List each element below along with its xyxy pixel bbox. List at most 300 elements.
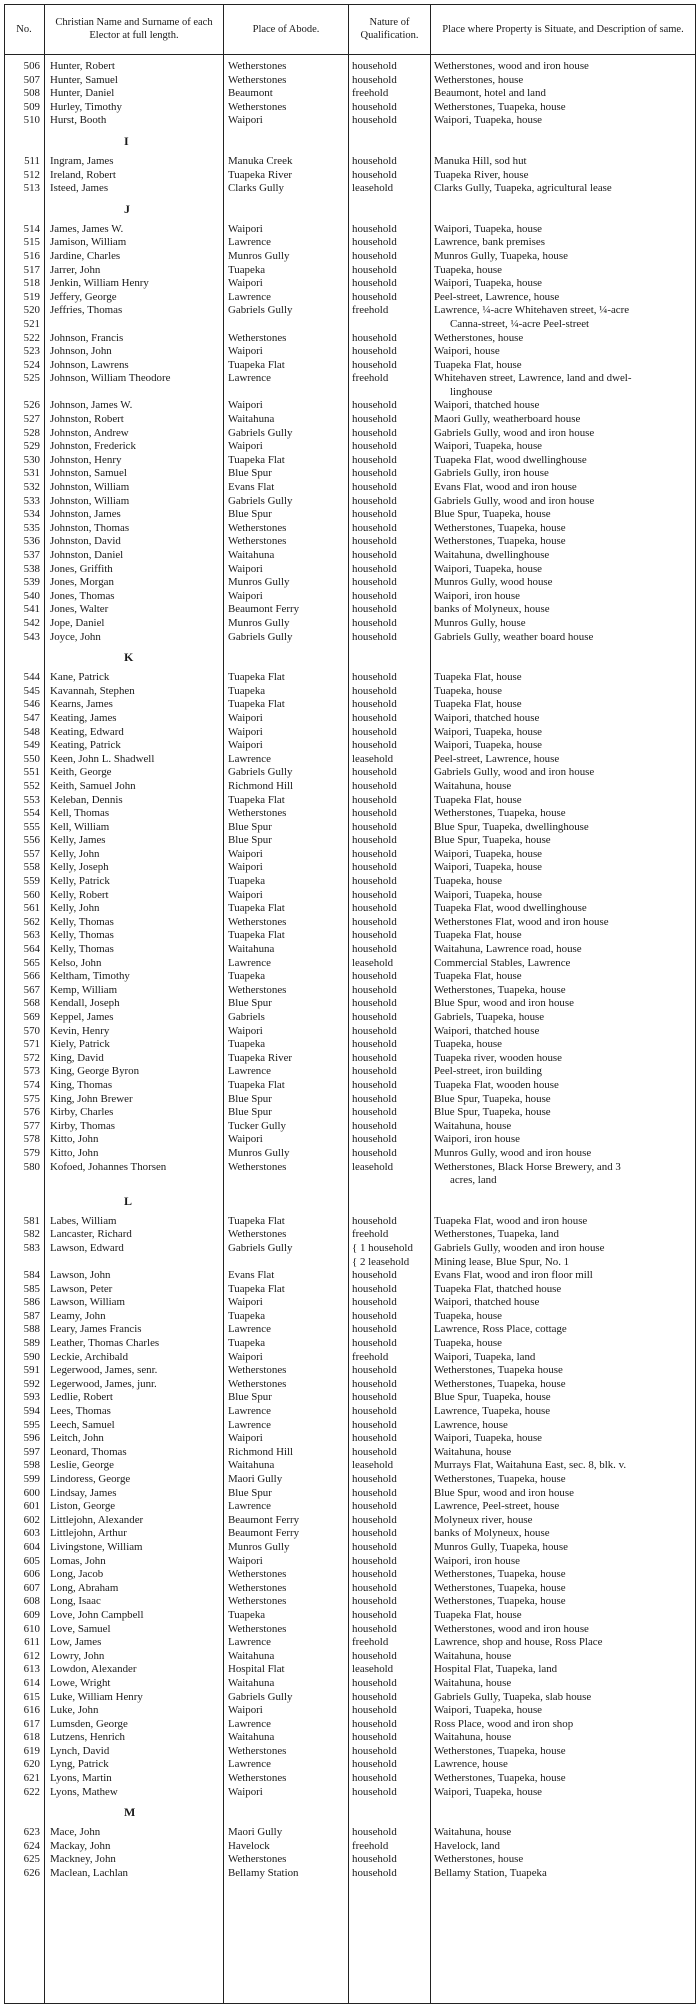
elector-number: 595 (23, 1418, 40, 1431)
qualification: freehold (352, 1350, 389, 1363)
qualification: household (352, 1473, 397, 1485)
table-row (4, 1364, 696, 1378)
elector-name: Lowdon, Alexander (50, 1663, 137, 1676)
qualification: household (352, 1717, 397, 1730)
property-description: Munros Gully, wood house (434, 576, 553, 589)
elector-name: Kelly, Robert (50, 888, 109, 901)
qualification: household (352, 1038, 397, 1051)
elector-number: 516 (23, 249, 40, 262)
place-of-abode: Wetherstones (228, 1568, 287, 1581)
elector-number: 518 (23, 277, 40, 290)
elector-number: 528 (23, 426, 40, 439)
elector-number: 592 (23, 1377, 40, 1390)
property-description: Tuapeka Flat, house (434, 698, 522, 711)
qualification: household (352, 1214, 397, 1227)
place-of-abode: Tuapeka River (228, 1051, 293, 1064)
table-row (4, 155, 696, 169)
qualification: household (352, 1540, 397, 1553)
table-row (4, 1663, 696, 1677)
elector-name: Kevin, Henry (50, 1024, 110, 1037)
elector-name: Johnston, James (50, 508, 121, 521)
place-of-abode: Wetherstones (228, 915, 287, 928)
qualification: household (352, 997, 397, 1010)
elector-number: 616 (23, 1704, 40, 1717)
place-of-abode: Waipori (228, 1704, 263, 1717)
qualification: household (352, 1323, 397, 1336)
elector-name: Lawson, John (50, 1269, 111, 1282)
elector-number: 540 (23, 589, 40, 602)
elector-number: 613 (23, 1663, 40, 1676)
elector-number: 609 (23, 1608, 40, 1621)
elector-name: Ingram, James (50, 154, 114, 167)
elector-name: Kendall, Joseph (50, 997, 120, 1010)
elector-number: 533 (23, 494, 40, 507)
table-row (4, 1459, 696, 1473)
property-description: Commercial Stables, Lawrence (434, 956, 571, 969)
elector-number: 614 (23, 1676, 40, 1689)
table-row (4, 277, 696, 291)
elector-number: 568 (23, 997, 40, 1010)
property-description: Hospital Flat, Tuapeka, land (434, 1663, 558, 1676)
table-row (4, 1378, 696, 1392)
elector-number: 536 (23, 535, 40, 548)
place-of-abode: Waipori (228, 222, 263, 235)
qualification: leasehold (352, 1459, 394, 1472)
place-of-abode: Blue Spur (228, 1092, 272, 1105)
table-row (4, 1269, 696, 1283)
elector-number: 549 (23, 739, 40, 752)
elector-number: 554 (23, 807, 40, 820)
property-description: Waipori, thatched house (434, 711, 540, 724)
qualification: household (352, 1853, 397, 1866)
place-of-abode: Lawrence (228, 1418, 271, 1431)
place-of-abode: Blue Spur (228, 1106, 272, 1119)
property-description: Tuapeka Flat, wooden house (434, 1078, 559, 1091)
table-row (4, 182, 696, 196)
elector-name: Labes, William (50, 1214, 117, 1227)
qualification: household (352, 562, 397, 575)
qualification: household (352, 426, 397, 439)
property-description: Wetherstones, Tuapeka, house (434, 1744, 566, 1757)
elector-name: Hurley, Timothy (50, 100, 122, 113)
elector-number: 602 (23, 1513, 40, 1526)
property-description: Waipori, iron house (434, 1554, 520, 1567)
place-of-abode: Wetherstones (228, 807, 287, 820)
table-row (4, 603, 696, 617)
elector-number: 570 (23, 1024, 40, 1037)
place-of-abode: Waipori (228, 739, 263, 752)
elector-name: Legerwood, James, senr. (50, 1364, 158, 1377)
property-description: Lawrence, shop and house, Ross Place (434, 1636, 603, 1649)
elector-name: Ledlie, Robert (50, 1391, 113, 1404)
table-row (4, 726, 696, 740)
elector-name: Littlejohn, Arthur (50, 1527, 127, 1540)
qualification: household (352, 1296, 397, 1309)
place-of-abode: Wetherstones (228, 1772, 287, 1785)
table-row (4, 698, 696, 712)
table-row (4, 1500, 696, 1514)
property-description: Clarks Gully, Tuapeka, agricultural lease (434, 182, 612, 195)
elector-name: Johnston, David (50, 535, 121, 548)
property-description: Wetherstones, Tuapeka, house (434, 1772, 566, 1785)
place-of-abode: Wetherstones (228, 521, 287, 534)
elector-number: 585 (23, 1282, 40, 1295)
table-row (4, 291, 696, 305)
elector-number: 561 (23, 902, 40, 915)
table-row (4, 1582, 696, 1596)
place-of-abode: Waipori (228, 847, 263, 860)
property-description: Gabriels Gully, iron house (434, 467, 549, 480)
property-description: Waipori, iron house (434, 589, 520, 602)
place-of-abode: Bellamy Station (228, 1867, 299, 1880)
elector-name: Lyons, Martin (50, 1772, 112, 1785)
property-description: Whitehaven street, Lawrence, land and dwel- (434, 372, 632, 385)
table-row (4, 522, 696, 536)
property-description: Tuapeka river, wooden house (434, 1051, 563, 1064)
qualification: household (352, 508, 397, 521)
elector-number: 526 (23, 399, 40, 412)
place-of-abode: Richmond Hill (228, 779, 294, 792)
property-description: Blue Spur, Tuapeka, dwellinghouse (434, 820, 589, 833)
place-of-abode: Gabriels Gully (228, 494, 293, 507)
elector-number: 546 (23, 698, 40, 711)
qualification: household (352, 616, 397, 629)
property-description: Wetherstones, Tuapeka house (434, 1364, 563, 1377)
elector-number: 586 (23, 1296, 40, 1309)
property-description: Tuapeka, house (434, 1038, 502, 1051)
property-description: banks of Molyneux, house (434, 1527, 550, 1540)
header-rule (4, 54, 696, 55)
property-description: Tuapeka Flat, house (434, 970, 522, 983)
elector-number: 556 (23, 834, 40, 847)
elector-number: 603 (23, 1527, 40, 1540)
elector-name: Mackay, John (50, 1839, 111, 1852)
elector-name: Leonard, Thomas (50, 1445, 127, 1458)
qualification: household (352, 73, 397, 86)
elector-name: Hunter, Samuel (50, 73, 118, 86)
elector-name: Kemp, William (50, 983, 118, 996)
elector-name: Johnston, Frederick (50, 440, 136, 453)
section-letter (4, 1188, 696, 1215)
table-row (4, 1351, 696, 1365)
qualification: household (352, 1649, 397, 1662)
table-row (4, 1758, 696, 1772)
elector-name: Lyons, Mathew (50, 1785, 118, 1798)
elector-name: Johnston, Samuel (50, 467, 127, 480)
elector-number: 626 (23, 1867, 40, 1880)
qualification: household (352, 698, 397, 711)
place-of-abode: Waitahuna (228, 1649, 275, 1662)
qualification: household (352, 875, 397, 888)
elector-name: Lutzens, Henrich (50, 1731, 125, 1744)
qualification: household (352, 1364, 397, 1377)
elector-name: Jenkin, William Henry (50, 277, 149, 290)
table-row (4, 60, 696, 74)
elector-name: Kitto, John (50, 1146, 99, 1159)
elector-name: Lomas, John (50, 1554, 106, 1567)
table-row (4, 861, 696, 875)
table-row (4, 549, 696, 563)
table-row (4, 1568, 696, 1582)
place-of-abode: Richmond Hill (228, 1445, 294, 1458)
elector-number: 575 (23, 1092, 40, 1105)
place-of-abode: Gabriels (228, 1011, 265, 1023)
elector-number: 601 (23, 1500, 40, 1513)
table-row (4, 1038, 696, 1052)
section-letter-text: K (124, 650, 134, 665)
place-of-abode: Waipori (228, 1133, 263, 1146)
table-row (4, 1487, 696, 1501)
place-of-abode: Beaumont (228, 87, 273, 100)
qualification: leasehold (352, 752, 394, 765)
property-description: Wetherstones, Tuapeka, house (434, 807, 566, 820)
elector-number: 569 (23, 1011, 40, 1023)
property-description: Munros Gully, Tuapeka, house (434, 1540, 568, 1553)
property-description: Wetherstones, Black Horse Brewery, and 3 (434, 1160, 621, 1173)
place-of-abode: Tuapeka Flat (228, 793, 285, 806)
elector-number: 559 (23, 875, 40, 888)
qualification: household (352, 847, 397, 860)
elector-name: Johnston, Thomas (50, 521, 130, 534)
elector-number: 598 (23, 1459, 40, 1472)
section-letter-text: J (124, 201, 130, 216)
property-description: Lawrence, house (434, 1758, 508, 1771)
table-row (4, 889, 696, 903)
elector-name: Isteed, James (50, 182, 109, 195)
section-letter (4, 1799, 696, 1826)
qualification: household (352, 535, 397, 548)
elector-number: 624 (23, 1839, 40, 1852)
property-description: Munros Gully, Tuapeka, house (434, 249, 568, 262)
place-of-abode: Tuapeka Flat (228, 929, 285, 942)
elector-number: 625 (23, 1853, 40, 1866)
qualification: household (352, 521, 397, 534)
elector-number: 537 (23, 549, 40, 561)
table-row (4, 1514, 696, 1528)
elector-number: 521 (23, 317, 40, 330)
table-row (4, 454, 696, 468)
place-of-abode: Tuapeka River (228, 168, 293, 181)
place-of-abode: Blue Spur (228, 467, 272, 480)
place-of-abode: Lawrence (228, 372, 271, 385)
qualification: household (352, 1391, 397, 1404)
qualification: household (352, 290, 397, 303)
qualification: household (352, 1826, 397, 1839)
elector-name: Love, John Campbell (50, 1608, 144, 1621)
table-row (4, 1310, 696, 1324)
property-description: Waitahuna, house (434, 1826, 512, 1839)
qualification: household (352, 413, 397, 426)
qualification: household (352, 915, 397, 928)
qualification: household (352, 222, 397, 235)
elector-number: 594 (23, 1405, 40, 1418)
elector-name: Lawson, Edward (50, 1241, 124, 1254)
table-row (4, 1840, 696, 1854)
elector-name: Luke, William Henry (50, 1690, 143, 1703)
elector-name: Leamy, John (50, 1309, 106, 1322)
table-row (4, 1473, 696, 1487)
table-row (4, 739, 696, 753)
elector-number: 510 (23, 114, 40, 127)
qualification: household (352, 1513, 397, 1526)
elector-number: 506 (23, 60, 40, 72)
qualification: household (352, 970, 397, 983)
elector-number: 620 (23, 1758, 40, 1771)
place-of-abode: Waipori (228, 399, 263, 412)
elector-name: Kell, William (50, 820, 110, 833)
elector-name: Livingstone, William (50, 1540, 143, 1553)
table-row (4, 957, 696, 971)
table-row (4, 250, 696, 264)
table-row (4, 87, 696, 101)
elector-name: Jarrer, John (50, 263, 101, 276)
section-letter-text: M (124, 1805, 136, 1820)
property-description: Gabriels, Tuapeka, house (434, 1011, 545, 1023)
elector-number: 544 (23, 671, 40, 684)
section-letter (4, 644, 696, 671)
table-row (4, 440, 696, 454)
header-name: Christian Name and Surname of each Elector at full length. (55, 17, 213, 41)
place-of-abode: Munros Gully (228, 249, 290, 262)
qualification: household (352, 1554, 397, 1567)
place-of-abode: Tuapeka Flat (228, 698, 285, 711)
property-description: Wetherstones, Tuapeka, land (434, 1228, 559, 1241)
elector-number: 551 (23, 766, 40, 779)
table-row (4, 875, 696, 889)
elector-number: 606 (23, 1568, 40, 1581)
place-of-abode: Waipori (228, 114, 263, 127)
elector-name: Leather, Thomas Charles (50, 1337, 160, 1350)
elector-number: 553 (23, 793, 40, 806)
qualification: household (352, 1051, 397, 1064)
elector-number: 604 (23, 1540, 40, 1553)
property-description: Gabriels Gully, wood and iron house (434, 426, 595, 439)
property-description: Waitahuna, house (434, 1731, 512, 1744)
elector-number: 623 (23, 1826, 40, 1839)
table-row (4, 848, 696, 862)
qualification: household (352, 453, 397, 466)
elector-number: 610 (23, 1622, 40, 1635)
qualification: household (352, 1337, 397, 1350)
elector-number: 527 (23, 413, 40, 426)
elector-name: Jamison, William (50, 236, 127, 249)
elector-name: Keating, Edward (50, 725, 124, 738)
property-description: Wetherstones, Tuapeka, house (434, 100, 566, 113)
property-description: Waipori, Tuapeka, house (434, 562, 543, 575)
qualification: household (352, 793, 397, 806)
table-row (4, 576, 696, 590)
elector-number: 611 (24, 1636, 40, 1649)
elector-number: 578 (23, 1133, 40, 1146)
elector-number: 581 (23, 1214, 40, 1227)
qualification: household (352, 1867, 397, 1880)
elector-name: Jones, Thomas (50, 589, 115, 602)
elector-name: Kane, Patrick (50, 671, 110, 684)
elector-name: Lawson, William (50, 1296, 125, 1309)
place-of-abode: Blue Spur (228, 1486, 272, 1499)
table-row (4, 1541, 696, 1555)
elector-number: 622 (23, 1785, 40, 1798)
elector-name: Lyng, Patrick (50, 1758, 109, 1771)
elector-name: Kelly, Joseph (50, 861, 109, 874)
table-row (4, 1786, 696, 1800)
qualification: household (352, 1676, 397, 1689)
property-description: Gabriels Gully, wood and iron house (434, 494, 595, 507)
elector-number: 509 (23, 100, 40, 113)
elector-number: 572 (23, 1051, 40, 1064)
property-description: Canna-street, ¼-acre Peel-street (450, 317, 590, 330)
property-description: Waipori, thatched house (434, 1024, 540, 1037)
elector-number: 522 (23, 331, 40, 344)
qualification: household (352, 1486, 397, 1499)
qualification: freehold (352, 304, 389, 317)
property-description: Lawrence, Tuapeka, house (434, 1405, 551, 1418)
elector-number: 523 (23, 345, 40, 358)
elector-number: 514 (23, 222, 40, 235)
table-row (4, 1636, 696, 1650)
property-description: Tuapeka Flat, wood dwellinghouse (434, 902, 587, 915)
table-row (4, 318, 696, 332)
table-row (4, 1677, 696, 1691)
qualification: household (352, 983, 397, 996)
elector-number: 593 (23, 1391, 40, 1404)
table-row (4, 481, 696, 495)
qualification: household (352, 345, 397, 358)
elector-name: James, James W. (50, 222, 124, 235)
qualification: household (352, 236, 397, 249)
qualification: household (352, 1445, 397, 1458)
elector-number: 615 (23, 1690, 40, 1703)
table-row (4, 685, 696, 699)
table-row (4, 1065, 696, 1079)
table-row (4, 399, 696, 413)
elector-name: Leech, Samuel (50, 1418, 115, 1431)
table-row (4, 916, 696, 930)
elector-name: Lindoress, George (50, 1473, 131, 1485)
elector-name: Leslie, George (50, 1459, 114, 1472)
qualification: household (352, 1078, 397, 1091)
table-row (4, 413, 696, 427)
elector-name: Long, Abraham (50, 1581, 119, 1594)
qualification: household (352, 725, 397, 738)
elector-name: Kitto, John (50, 1133, 99, 1146)
elector-name: Hunter, Daniel (50, 87, 115, 100)
table-row (4, 563, 696, 577)
qualification: freehold (352, 1839, 389, 1852)
place-of-abode: Wetherstones (228, 1228, 287, 1241)
table-header (4, 4, 696, 54)
qualification: household (352, 1432, 397, 1445)
place-of-abode: Lawrence (228, 1636, 271, 1649)
property-description: Lawrence, bank premises (434, 236, 545, 249)
place-of-abode: Tuapeka Flat (228, 671, 285, 684)
property-description: Waitahuna, house (434, 1649, 512, 1662)
elector-name: Leckie, Archibald (50, 1350, 129, 1363)
property-description: Maori Gully, weatherboard house (434, 413, 581, 426)
section-letter-text: I (124, 133, 129, 148)
elector-number: 515 (23, 236, 40, 249)
table-row (4, 902, 696, 916)
table-row (4, 535, 696, 549)
qualification: household (352, 1011, 397, 1023)
qualification: household (352, 671, 397, 684)
table-row (4, 590, 696, 604)
table-row (4, 1323, 696, 1337)
elector-name: Johnston, William (50, 494, 130, 507)
property-description: Waitahuna, house (434, 1445, 512, 1458)
place-of-abode: Waipori (228, 1785, 263, 1798)
qualification: household (352, 1568, 397, 1581)
